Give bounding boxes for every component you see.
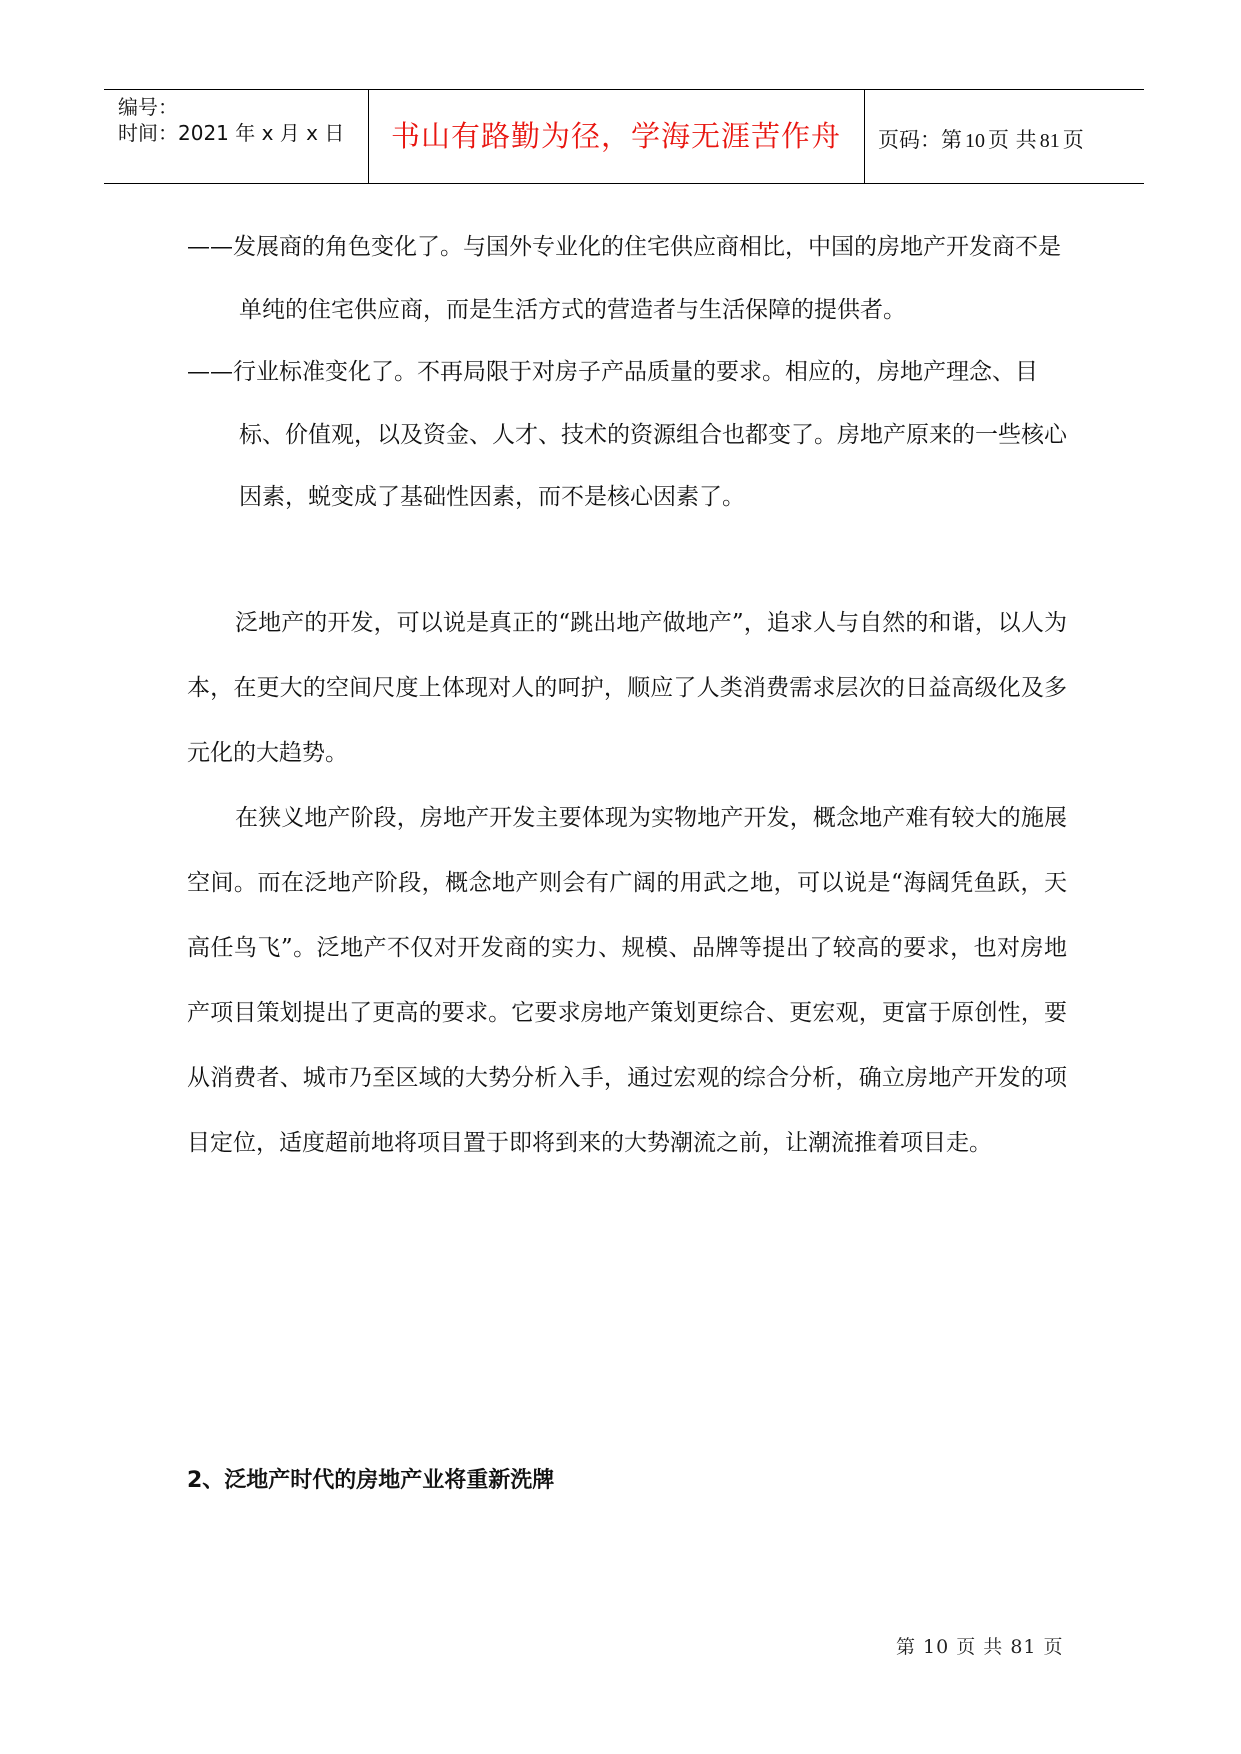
- document-number-label: 编号：: [118, 95, 178, 119]
- page-total: 81: [1039, 130, 1060, 152]
- paragraph-narrow-real-estate: 在狭义地产阶段，房地产开发主要体现为实物地产开发，概念地产难有较大的施展空间。而在泛地产阶段，概念地产则会有广阔的用武之地，可以说是“海阔凭鱼跃，天高任鸟飞”。泛地产不仅对开发商的实力、规模、品牌等提出了较高的要求，也对房地产项目策划提出了更高的要求。它要求房地产策划更综合、更宏观，更富于原创性，要从消费者、城市乃至区域的大势分析入手，通过宏观的综合分析，确立房地产开发的项目定位，适度超前地将项目置于即将到来的大势潮流之前，让潮流推着项目走。: [187, 804, 1067, 1156]
- header-page-number: [878, 124, 1084, 154]
- page-suffix: 页: [1062, 128, 1084, 152]
- dash-item-developer-role: ——发展商的角色变化了。与国外专业化的住宅供应商相比，中国的房地产开发商不是单纯的住宅供应商，而是生活方式的营造者与生活保障的提供者。: [187, 234, 1061, 323]
- spacer: [187, 529, 1067, 591]
- page-prefix: 页码：第: [878, 128, 962, 152]
- header-motto: 书山有路勤为径，学海无涯苦作舟: [390, 119, 841, 153]
- page-footer: 第 10 页 共 81 页: [896, 1636, 1064, 1658]
- page-mid: 页 共: [988, 128, 1037, 152]
- dash-item-industry-standard: ——行业标准变化了。不再局限于对房子产品质量的要求。相应的，房地产理念、目标、价值观，以及资金、人才、技术的资源组合也都变了。房地产原来的一些核心因素，蜕变成了基础性因素，而不是核心因素了。: [187, 359, 1067, 510]
- header-motto-cell: [368, 90, 865, 183]
- page-current: 10: [965, 130, 985, 152]
- page-header: [104, 89, 1144, 184]
- document-body: [187, 216, 1067, 1176]
- section-heading: 2、泛地产时代的房地产业将重新洗牌: [187, 1468, 555, 1493]
- document-time: 时间：2021 年 x 月 x 日: [118, 121, 345, 145]
- paragraph-pan-real-estate: 泛地产的开发，可以说是真正的“跳出地产做地产”，追求人与自然的和谐，以人为本，在更大的空间尺度上体现对人的呵护，顺应了人类消费需求层次的日益高级化及多元化的大趋势。: [187, 609, 1067, 766]
- header-page-cell: [864, 90, 1144, 183]
- header-meta-cell: [104, 90, 369, 183]
